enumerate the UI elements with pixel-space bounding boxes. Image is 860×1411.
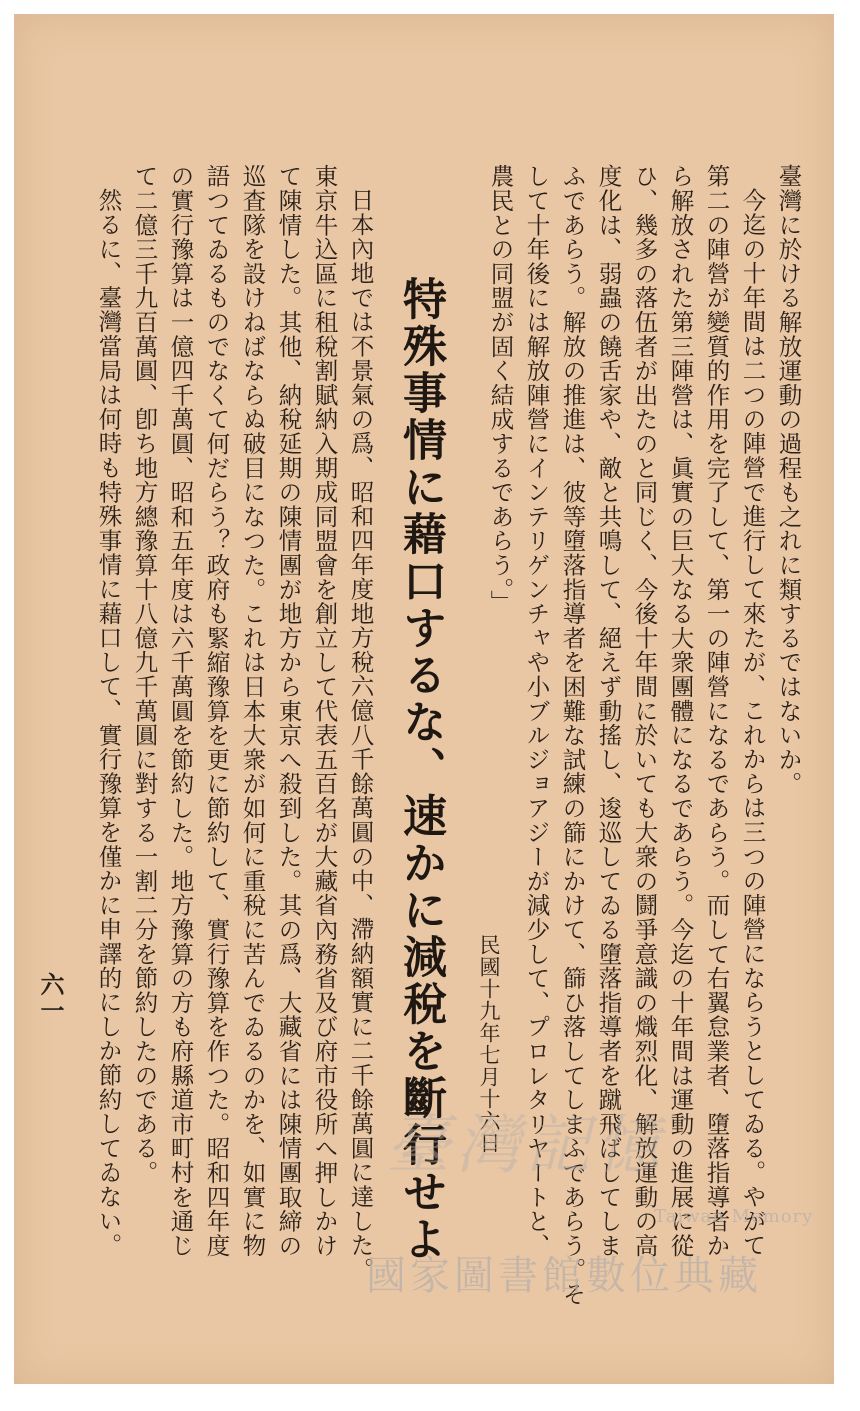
watermark-library: 國家圖書館數位典藏: [366, 1253, 762, 1299]
text-column: ひ、幾多の落伍者が出たのと同じく、今後十年間に於いても大衆の鬪爭意識の熾烈化、解放運動の高: [630, 164, 659, 1258]
watermark-english: Taiwan Memory: [654, 1206, 814, 1227]
section-title: 特殊事情に藉口するな、速かに減稅を斷行せよ: [395, 276, 446, 1263]
text-column: 巡査隊を設けねばならぬ破目になつた。これは日本大衆が如何に重稅に苦んでゐるのかを、如實に物: [238, 164, 267, 1258]
text-column: て二億三千九百萬圓、卽ち地方總豫算十八億九千萬圓に對する一割二分を節約したのである。: [130, 164, 159, 1185]
text-column: 今迄の十年間は二つの陣營で進行して來たが、これからは三つの陣營にならうとしてゐる。やがて: [738, 188, 767, 1258]
text-column: 第二の陣營が變質的作用を完了して、第一の陣營になるであらう。而して右翼怠業者、墮落指導者か: [702, 164, 731, 1258]
text-column: 然るに、臺灣當局は何時も特殊事情に藉口して、實行豫算を僅かに申譯的にしか節約してゐない。: [94, 188, 123, 1258]
text-column: 日本內地では不景氣の爲、昭和四年度地方稅六億八千餘萬圓の中、滯納額實に二千餘萬圓に達した。: [346, 188, 375, 1282]
text-column: して十年後には解放陣營にインテリゲンチャや小ブルジョアジーが減少して、プロレタリヤートと、: [522, 164, 551, 1258]
text-column: 語つてゐるものでなくて何だらう？政府も緊縮豫算を更に節約して、實行豫算を作つた。昭和四年度: [202, 164, 231, 1258]
text-column: 東京牛込區に租稅割賦納入期成同盟會を創立して代表五百名が大藏省內務省及び府市役所へ押しかけ: [310, 164, 339, 1258]
date-line: 民國十九年七月十六日: [477, 934, 501, 1154]
book-page: [14, 14, 834, 1384]
text-column: 農民との同盟が固く結成するであらう。」: [486, 164, 515, 614]
text-column: 度化は、弱蟲の饒舌家や、敵と共鳴して、絕えず動搖し、逡巡してゐる墮落指導者を蹴飛ばしてしま: [594, 164, 623, 1258]
text-column: ら解放された第三陣營は、眞實の巨大なる大衆團體になるであらう。今迄の十年間は運動の進展に從: [666, 164, 695, 1258]
text-column: て陳情した。其他、納稅延期の陳情團が地方から東京へ殺到した。其の爲、大藏省には陳情團取締の: [274, 164, 303, 1258]
page-number: 六一: [36, 972, 65, 1024]
text-column: の實行豫算は一億四千萬圓、昭和五年度は六千萬圓を節約した。地方豫算の方も府縣道市町村を通じ: [166, 164, 195, 1258]
watermark-handwritten: 臺灣記憶: [386, 1109, 666, 1183]
text-column: ふであらう。解放の推進は、彼等墮落指導者を困難な試練の篩にかけて、篩ひ落してしまふであらう。そ: [558, 164, 587, 1307]
text-column: 臺灣に於ける解放運動の過程も之れに類するではないか。: [774, 164, 803, 796]
